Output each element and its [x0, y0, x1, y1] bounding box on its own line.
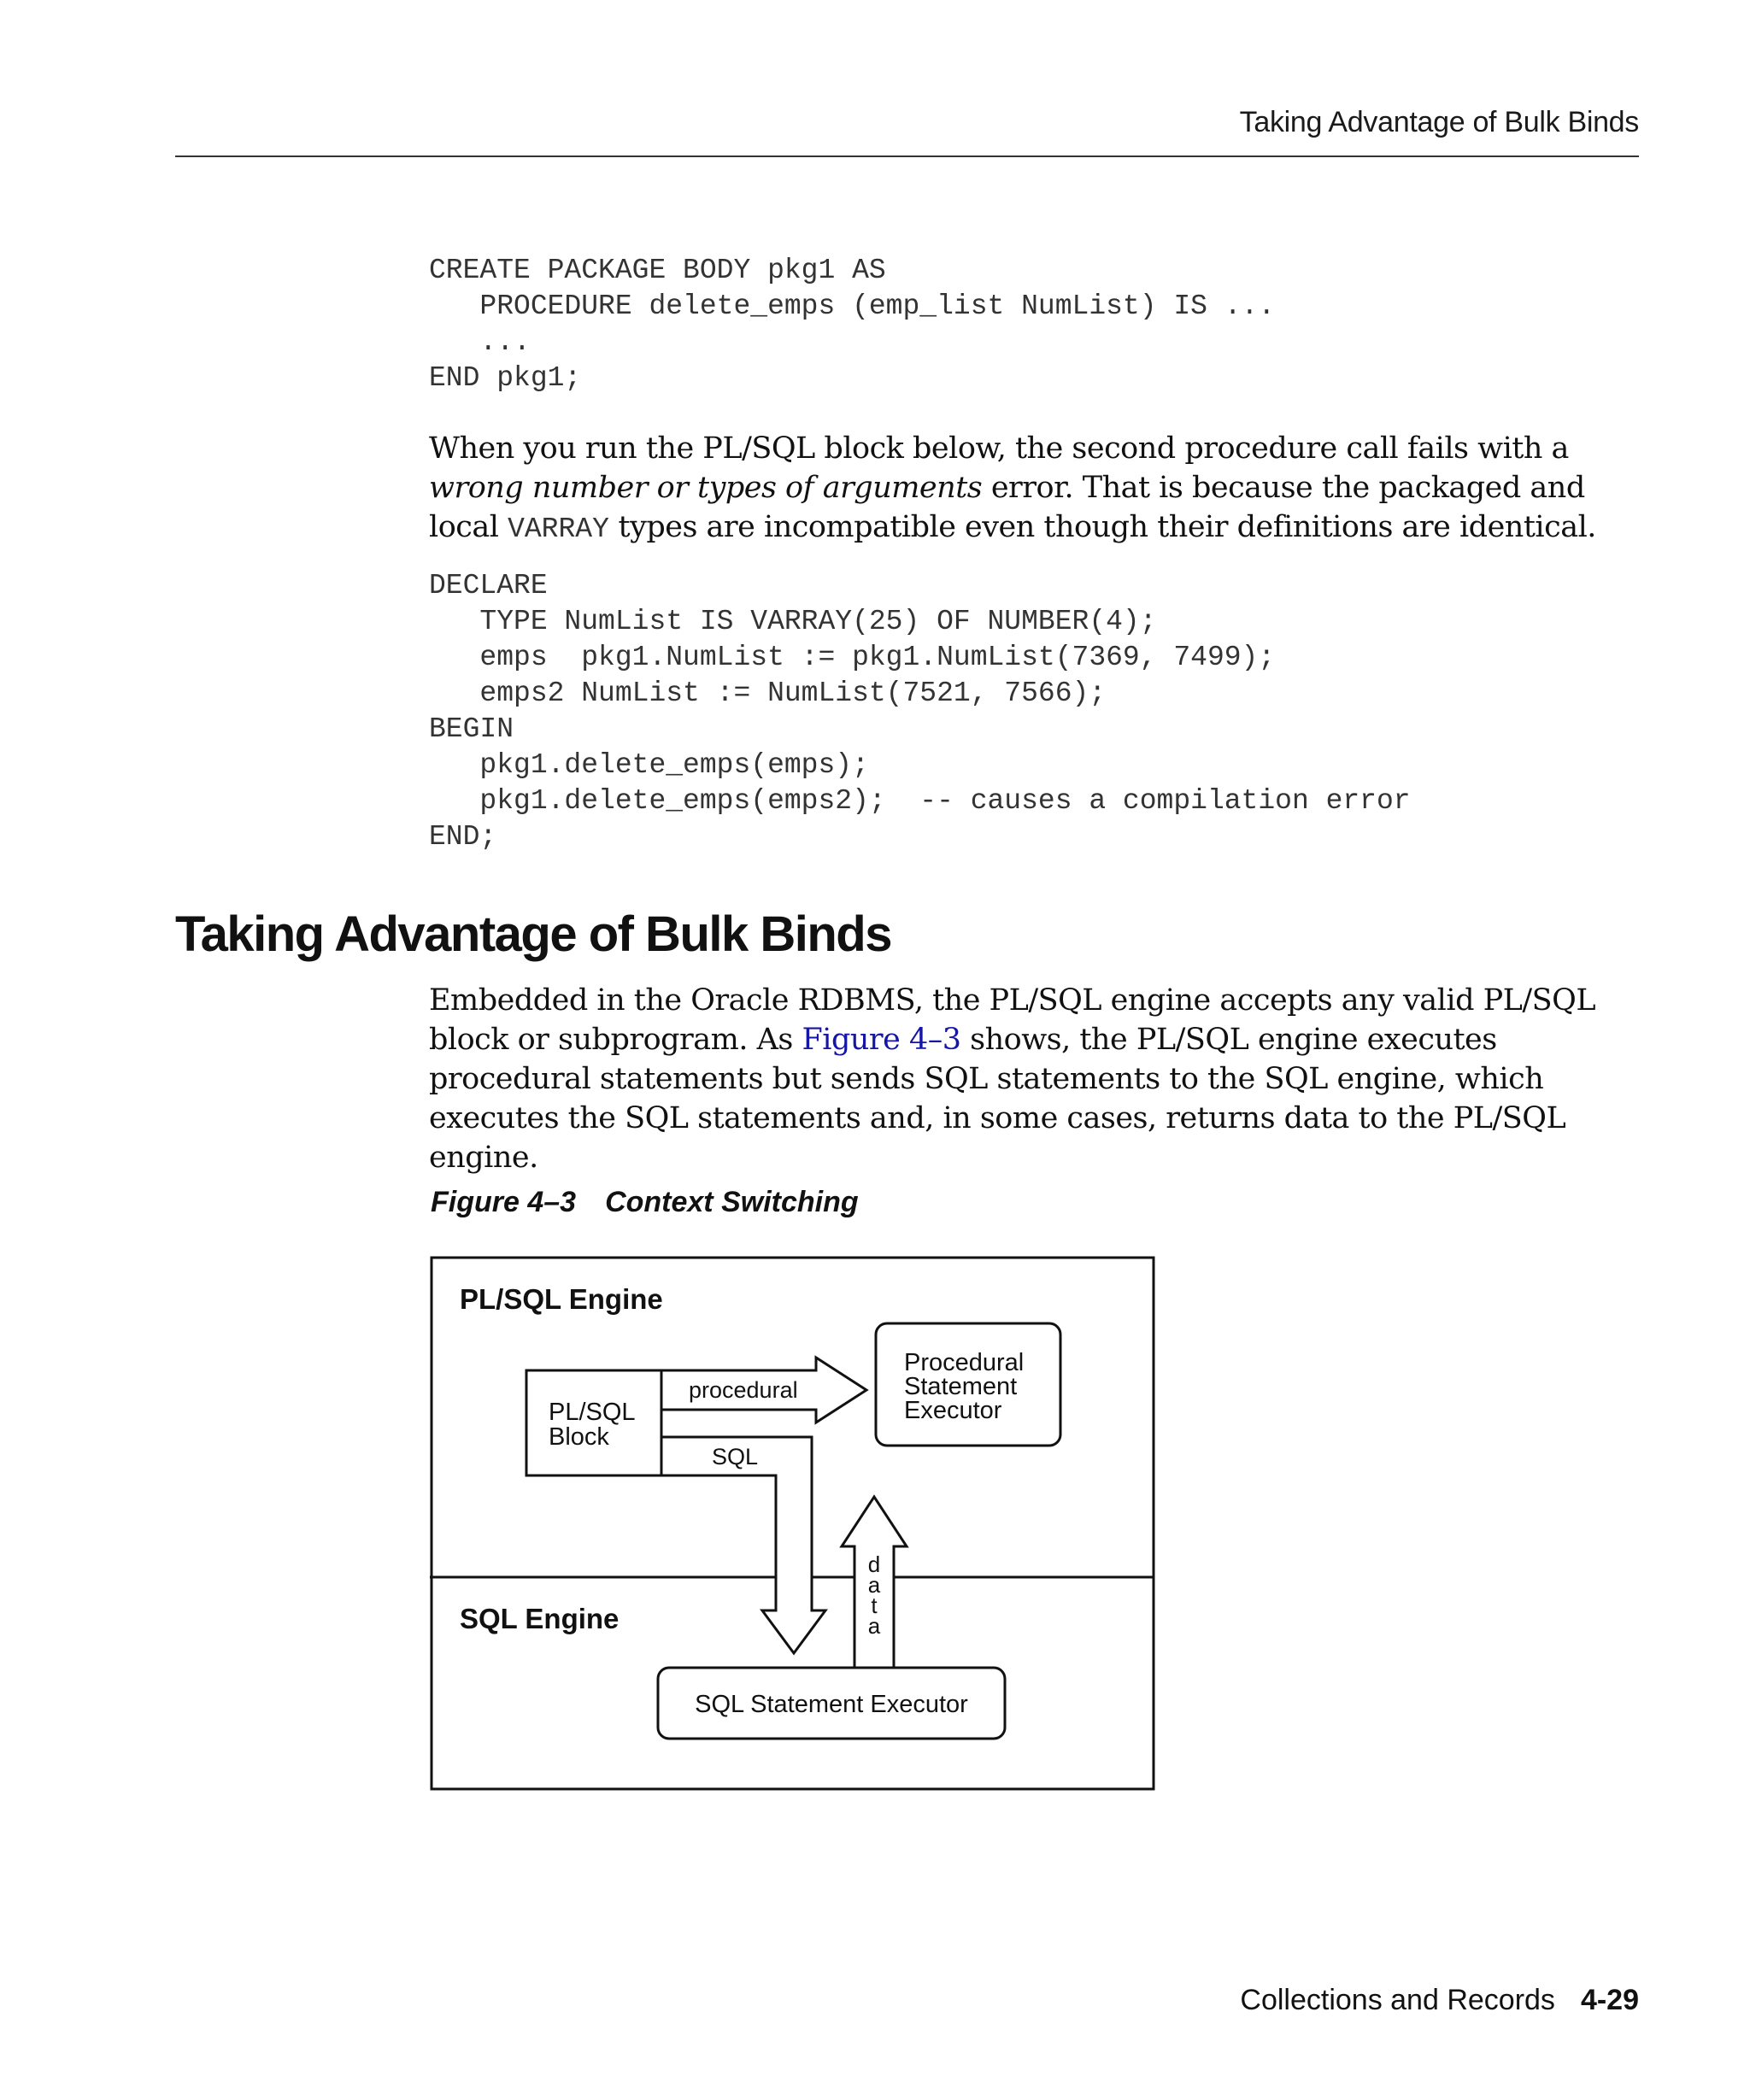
section-title: Taking Advantage of Bulk Binds	[175, 906, 891, 962]
sql-executor-label: SQL Statement Executor	[695, 1691, 968, 1718]
emphasis-text: wrong number or types of arguments	[429, 471, 983, 505]
procedural-label: procedural	[689, 1377, 798, 1403]
footer-chapter: Collections and Records	[1240, 1984, 1555, 2016]
procedural-executor-label: Executor	[904, 1397, 1002, 1424]
plsql-engine-label: PL/SQL Engine	[460, 1283, 663, 1315]
plsql-block-label: PL/SQL	[549, 1399, 636, 1426]
sql-engine-label: SQL Engine	[460, 1603, 620, 1634]
paragraph-text: types are incompatible even though their definitions are identical.	[608, 510, 1596, 544]
figure-label: Figure 4–3	[431, 1186, 577, 1218]
procedural-executor-label: Statement	[904, 1373, 1018, 1400]
inline-code: VARRAY	[508, 513, 609, 545]
figure-link[interactable]: Figure 4–3	[802, 1023, 961, 1057]
data-arrow-label: a	[867, 1572, 881, 1598]
page-footer	[1240, 1984, 1639, 2017]
paragraph-text: Embedded in the Oracle RDBMS, the PL/SQL engine accepts any valid PL/SQL block or subprogram. As	[429, 983, 1596, 1057]
data-arrow-label: t	[871, 1593, 878, 1618]
data-arrow-label: a	[867, 1613, 881, 1639]
paragraph-text: shows, the PL/SQL engine executes procedural statements but sends SQL statements to the SQL engine, which executes the SQL statements and, in some cases, returns data to the PL/SQL engine.	[429, 1023, 1566, 1175]
procedural-executor-label: Procedural	[904, 1349, 1025, 1376]
data-arrow-label: d	[867, 1552, 881, 1577]
sql-arrow-label: SQL	[712, 1444, 759, 1469]
plsql-block-label: Block	[549, 1423, 609, 1451]
paragraph-text: error. That is because the packaged and local	[429, 471, 1585, 544]
figure-title: Context Switching	[605, 1186, 859, 1218]
paragraph-text: When you run the PL/SQL block below, the second procedure call fails with a	[429, 431, 1569, 466]
running-header: Taking Advantage of Bulk Binds	[1239, 106, 1639, 138]
code-block-declare: DECLARE TYPE NumList IS VARRAY(25) OF NUMBER(4); emps pkg1.NumList := pkg1.NumList(7369, 7499); emps2 NumList := NumList(7521, 7566); BEGIN pkg1.delete_emps(emps); pkg1.delete_emps(emps2); -- causes a compilation error END;	[429, 570, 1411, 853]
code-block-package-body: CREATE PACKAGE BODY pkg1 AS PROCEDURE delete_emps (emp_list NumList) IS ... ... END pkg1;	[429, 255, 1276, 394]
page-number: 4-29	[1580, 1984, 1639, 2016]
